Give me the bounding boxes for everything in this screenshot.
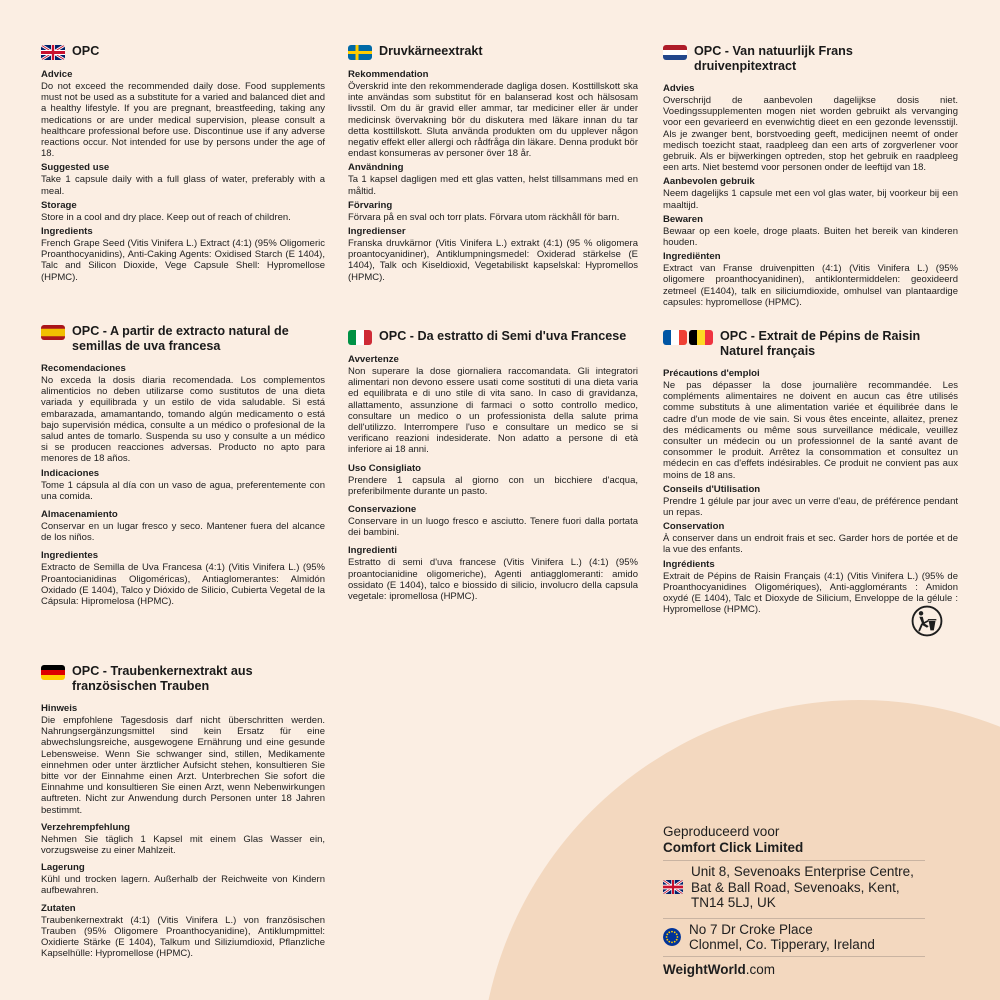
- brand-domain: .com: [745, 961, 776, 977]
- panel-title: OPC - A partir de extracto natural de semillas de uva francesa: [72, 324, 289, 353]
- section-heading: Indicaciones: [41, 467, 100, 479]
- section-heading: Aanbevolen gebruik: [663, 176, 755, 188]
- uk-flag-icon: [41, 45, 65, 60]
- netherlands-flag-icon: [663, 45, 687, 60]
- section-text: Överskrid inte den rekommenderade dagliga dosen. Kosttillskott ska inte användas som substitut för en balanserad kost och hälsosam livsstil. Om du är gravid eller ammar, tar mediciner eller är under medicinsk övervakning bör du diskutera med läkare innan du tar detta kosttillskott. Sluta använda produkten om du upplever någon negativ effekt eller allergi och rådfråga din läkare. Denna produkt bör endast konsumeras av personer över 18 år.: [348, 81, 638, 160]
- section-heading: Ingredienti: [348, 545, 398, 557]
- section-heading: Ingrediënten: [663, 251, 721, 263]
- section-text: Non superare la dose giornaliera raccomandata. Gli integratori alimentari non devono essere usati come sostituti di una dieta varia ed equilibrata e di uno stile di vita sano. In caso di gravidanza, allattamento, assunzione di farmaci o sotto controllo medico, consultare un medico o un professionista della salute prima dell'utilizzo. Interrompere l'uso e consultare un medico se si verificano reazioni indesiderate. Non adatto a persone di età inferiore ai 18 anni.: [348, 366, 638, 456]
- panel-it: [348, 329, 638, 602]
- section-heading: Conservazione: [348, 504, 417, 516]
- section-heading: Avvertenze: [348, 354, 399, 365]
- brand-website: [663, 962, 925, 977]
- spain-flag-icon: [41, 325, 65, 340]
- address-line: Bat & Ball Road, Sevenoaks, Kent,: [691, 879, 900, 895]
- section-heading: Zutaten: [41, 902, 76, 914]
- panel-nl: [663, 44, 958, 308]
- section-heading: Advies: [663, 83, 695, 94]
- section-heading: Användning: [348, 162, 404, 174]
- belgium-flag-icon: [689, 330, 713, 345]
- italy-flag-icon: [348, 330, 372, 345]
- section-text: No exceda la dosis diaria recomendada. Los complementos alimenticios no deben utilizarse como sustitutos de una dieta variada y equilibrada y un estilo de vida saludable. Si está embarazada, amamantando, tomando algún medicamento o está bajo supervisión médica, consulte a un médico o profesional de la salud antes de tomarlo. Suspenda su uso y consulte a un médico si se producen reacciones adversas. Producto no apto para menores de 18 años.: [41, 375, 325, 465]
- france-flag-icon: [663, 330, 687, 345]
- section-text: Do not exceed the recommended daily dose. Food supplements must not be used as a substitute for a varied and balanced diet and a healthy lifestyle. If you are pregnant, breastfeeding, taking any medications or are under medical supervision, please consult a healthcare professional before use. Discontinue use if any adverse reactions occur. Not intended for use by persons under the age of 18.: [41, 81, 325, 160]
- panel-title: OPC - Traubenkernextrakt aus französischen Trauben: [72, 664, 253, 693]
- panel-title: OPC - Extrait de Pépins de Raisin Naturel français: [720, 329, 921, 358]
- section-heading: Ingrédients: [663, 558, 715, 570]
- section-heading: Conservation: [663, 521, 725, 533]
- section-text: Ta 1 kapsel dagligen med ett glas vatten, helst tillsammans med en måltid.: [348, 174, 638, 197]
- section-heading: Ingredientes: [41, 550, 99, 562]
- section-text: À conserver dans un endroit frais et sec. Garder hors de portée et de la vue des enfants.: [663, 533, 958, 556]
- address-line: No 7 Dr Croke Place: [689, 921, 813, 937]
- section-heading: Hinweis: [41, 703, 78, 714]
- sweden-flag-icon: [348, 45, 372, 60]
- section-heading: Rekommendation: [348, 69, 429, 80]
- section-heading: Förvaring: [348, 199, 393, 211]
- section-heading: Suggested use: [41, 162, 110, 174]
- section-heading: Ingredients: [41, 226, 93, 238]
- section-text: Extracto de Semilla de Uva Francesa (4:1) (Vitis Vinifera L.) (95% Proantocianidinas Oligoméricas), Antiaglomerantes: Almidón Oxidado (E 1404), Talco y Dióxido de Silicio, Cubierta Vegetal de la Cápsula: Hipromelosa (HPMC).: [41, 562, 325, 608]
- section-text: Kühl und trocken lagern. Außerhalb der Reichweite von Kindern aufbewahren.: [41, 874, 325, 897]
- ie-address: [663, 918, 925, 957]
- section-text: Prendre 1 gélule par jour avec un verre d'eau, de préférence pendant un repas.: [663, 495, 958, 519]
- address-line: Clonmel, Co. Tipperary, Ireland: [689, 937, 875, 952]
- section-text: Conservar en un lugar fresco y seco. Mantener fuera del alcance de los niños.: [41, 521, 325, 544]
- section-text: Overschrijd de aanbevolen dagelijkse dosis niet. Voedingssupplementen mogen niet worden gebruikt als vervanging voor een gevarieerd en evenwichtig dieet en een gezonde levensstijl. Als je zwanger bent, borstvoeding geeft, medicijnen neemt of onder medisch toezicht staat, raadpleeg dan een arts of zorgverlener voor gebruik. Als er bijwerkingen optreden, stop het gebruik en raadpleeg een arts. Niet bestemd voor personen onder de leeftijd van 18.: [663, 95, 958, 174]
- panel-es: [41, 324, 325, 607]
- panel-fr: [663, 329, 958, 615]
- section-heading: Advice: [41, 69, 73, 80]
- section-text: Prendere 1 capsula al giorno con un bicchiere d'acqua, preferibilmente durante un pasto.: [348, 474, 638, 497]
- section-heading: Lagerung: [41, 862, 85, 874]
- section-text: Estratto di semi d'uva francese (Vitis Vinifera L.) (4:1) (95% proantocianidine oligomeriche), Agenti antiagglomeranti: amido ossidato (E 1404), talco e biossido di silicio, involucro della capsula vegetale: ipromellosa (HPMC).: [348, 557, 638, 603]
- section-text: Bewaar op een koele, droge plaats. Buiten het bereik van kinderen houden.: [663, 225, 958, 249]
- waste-disposal-icon: [910, 604, 944, 638]
- uk-address: [663, 860, 925, 914]
- uk-flag-icon: [663, 880, 683, 894]
- section-text: Take 1 capsule daily with a full glass of water, preferably with a meal.: [41, 174, 325, 197]
- germany-flag-icon: [41, 665, 65, 680]
- panel-de: [41, 664, 325, 959]
- section-text: Förvara på en sval och torr plats. Förvara utom räckhåll för barn.: [348, 211, 620, 223]
- panel-title: OPC - Van natuurlijk Frans druivenpitextract: [694, 44, 853, 73]
- section-heading: Conseils d'Utilisation: [663, 483, 761, 495]
- section-heading: Bewaren: [663, 213, 703, 225]
- company-name: Comfort Click Limited: [663, 840, 804, 855]
- section-heading: Recomendaciones: [41, 363, 126, 374]
- address-line: TN14 5LJ, UK: [691, 895, 776, 910]
- section-text: Franska druvkärnor (Vitis Vinifera L.) extrakt (4:1) (95 % oligomera proantocyanidiner), Antiklumpningsmedel: Oxiderad stärkelse (E 1404), Talk och Kiseldioxid, Vegetabiliskt kapselskal: Hypromellos (HPMC).: [348, 238, 638, 283]
- address-line: Unit 8, Sevenoaks Enterprise Centre,: [691, 864, 914, 879]
- eu-flag-icon: [663, 928, 681, 946]
- panel-en: [41, 44, 325, 283]
- section-heading: Uso Consigliato: [348, 462, 422, 474]
- section-text: Neem dagelijks 1 capsule met een vol glas water, bij voorkeur bij een maaltijd.: [663, 188, 958, 211]
- produced-for-label: Geproduceerd voor: [663, 824, 780, 839]
- section-text: Ne pas dépasser la dose journalière recommandée. Les compléments alimentaires ne doivent en aucun cas être utilisés comme substituts à une alimentation variée et équilibrée dans le cadre d'un mode de vie sain. Si vous êtes enceinte, allaitez, prenez des médicaments ou même sous surveillance médicale, veuillez consulter un médecin ou un professionnel de la santé avant de consommer le produit. Arrêtez la consommation et consultez un médecin en cas d'effets indésirables. Ce produit ne convient pas aux moins de 18 ans.: [663, 380, 958, 481]
- panel-title: OPC - Da estratto di Semi d'uva Francese: [379, 329, 627, 343]
- section-text: French Grape Seed (Vitis Vinifera L.) Extract (4:1) (95% Oligomeric Proanthocyanidins), Anti-Caking Agents: Oxidised Starch (E 1404), Talc and Silicon Dioxide, Vege Capsule Shell: Hypromellose (HPMC).: [41, 238, 325, 283]
- panel-title: Druvkärneextrakt: [379, 44, 483, 58]
- section-text: Conservare in un luogo fresco e asciutto. Tenere fuori dalla portata dei bambini.: [348, 516, 638, 539]
- section-text: Tome 1 cápsula al día con un vaso de agua, preferentemente con una comida.: [41, 479, 325, 502]
- section-text: Store in a cool and dry place. Keep out of reach of children.: [41, 211, 291, 223]
- manufacturer-contact: [663, 824, 925, 977]
- section-text: Extrait de Pépins de Raisin Français (4:1) (Vitis Vinifera L.) (95% de Proanthocyanidines Oligomériques), Anti-agglomérants : Amidon oxydé (E 1404), Talc et Dioxyde de Silicium, Enveloppe de la gélule : Hypromellose (HPMC).: [663, 570, 958, 616]
- section-text: Die empfohlene Tagesdosis darf nicht überschritten werden. Nahrungsergänzungsmittel sind kein Ersatz für eine abwechslungsreiche, ausgewogene Ernährung und eine gesunde Lebensweise. Wenn Sie schwanger sind, stillen, Medikamente einnehmen oder unter ärztlicher Aufsicht stehen, konsultieren Sie bitte vor der Einnahme einen Arzt. Unterbrechen Sie sofort die Einnahme und konsultieren Sie einen Arzt, wenn Nebenwirkungen auftreten. Nicht zur Anwendung durch Personen unter 18 Jahren bestimmt.: [41, 715, 325, 816]
- section-heading: Verzehrempfehlung: [41, 821, 131, 833]
- brand-name: WeightWorld: [663, 961, 746, 977]
- section-text: Extract van Franse druivenpitten (4:1) (Vitis Vinifera L.) (95% oligomere proanthocyanidinen), antiklontermiddelen: geoxideerd zetmeel (E1404), talk en siliciumdioxide, omhulsel van plantaardige capsules: hypromellose (HPMC).: [663, 263, 958, 308]
- section-text: Nehmen Sie täglich 1 Kapsel mit einem Glas Wasser ein, vorzugsweise zu einer Mahlzeit.: [41, 833, 325, 857]
- panel-sv: [348, 44, 638, 283]
- section-text: Traubenkernextrakt (4:1) (Vitis Vinifera L.) von französischen Trauben (95% Oligomere Proanthocyanidine), Antiklumpmittel: Oxidierte Stärke (E 1404), Talkum und Siliziumdioxid, Pflanzliche Kapselhülle: Hypromellose (HPMC).: [41, 914, 325, 960]
- panel-title: OPC: [72, 44, 100, 58]
- section-heading: Storage: [41, 199, 77, 211]
- section-heading: Almacenamiento: [41, 509, 118, 521]
- section-heading: Précautions d'emploi: [663, 368, 760, 379]
- section-heading: Ingredienser: [348, 226, 406, 238]
